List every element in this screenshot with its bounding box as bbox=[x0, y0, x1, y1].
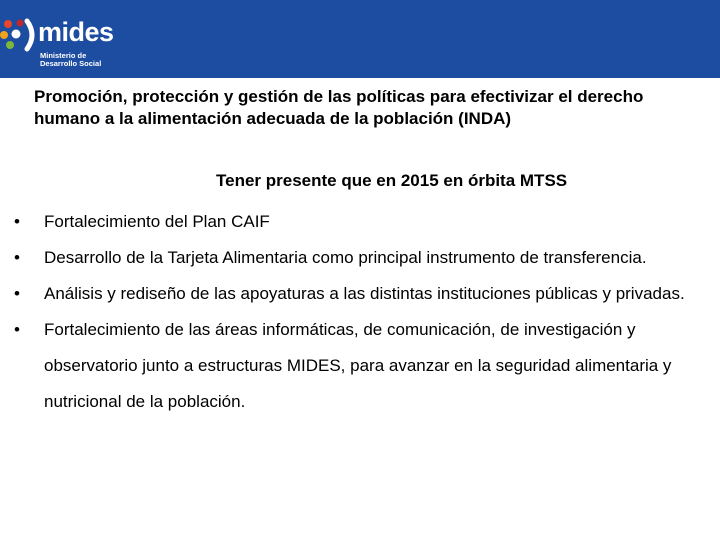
logo-wordmark: mides bbox=[38, 17, 114, 47]
bullet-marker: • bbox=[14, 212, 20, 231]
bullet-item bbox=[14, 204, 720, 240]
bullet-list bbox=[14, 204, 720, 420]
bullet-text: Fortalecimiento de las áreas informáticas, de comunicación, de investigación y observatorio junto a estructuras MIDES, para avanzar en la seguridad alimentaria y nutricional de la población. bbox=[44, 320, 672, 411]
bullet-marker: • bbox=[14, 284, 20, 303]
slide-title: Promoción, protección y gestión de las políticas para efectivizar el derecho humano a la alimentación adecuada de la población (INDA) bbox=[34, 87, 644, 128]
slide-note: Tener presente que en 2015 en órbita MTSS bbox=[216, 171, 568, 190]
mides-logo bbox=[0, 8, 130, 68]
bullet-text: Análisis y rediseño de las apoyaturas a las distintas instituciones públicas y privadas. bbox=[44, 284, 685, 303]
bullet-item bbox=[14, 240, 720, 276]
bullet-marker: • bbox=[14, 248, 20, 267]
header-bar bbox=[0, 0, 720, 78]
bullet-text: Fortalecimiento del Plan CAIF bbox=[44, 212, 270, 231]
mides-logo-mark-icon bbox=[0, 18, 40, 52]
logo-subtitle bbox=[40, 52, 101, 68]
logo-subtitle-line-2: Desarrollo Social bbox=[40, 59, 102, 68]
bullet-item bbox=[14, 276, 720, 312]
bullet-item bbox=[14, 312, 720, 420]
logo-subtitle-line-1: Ministerio de bbox=[40, 51, 87, 60]
bullet-text: Desarrollo de la Tarjeta Alimentaria como principal instrumento de transferencia. bbox=[44, 248, 647, 267]
bullet-marker: • bbox=[14, 320, 20, 339]
